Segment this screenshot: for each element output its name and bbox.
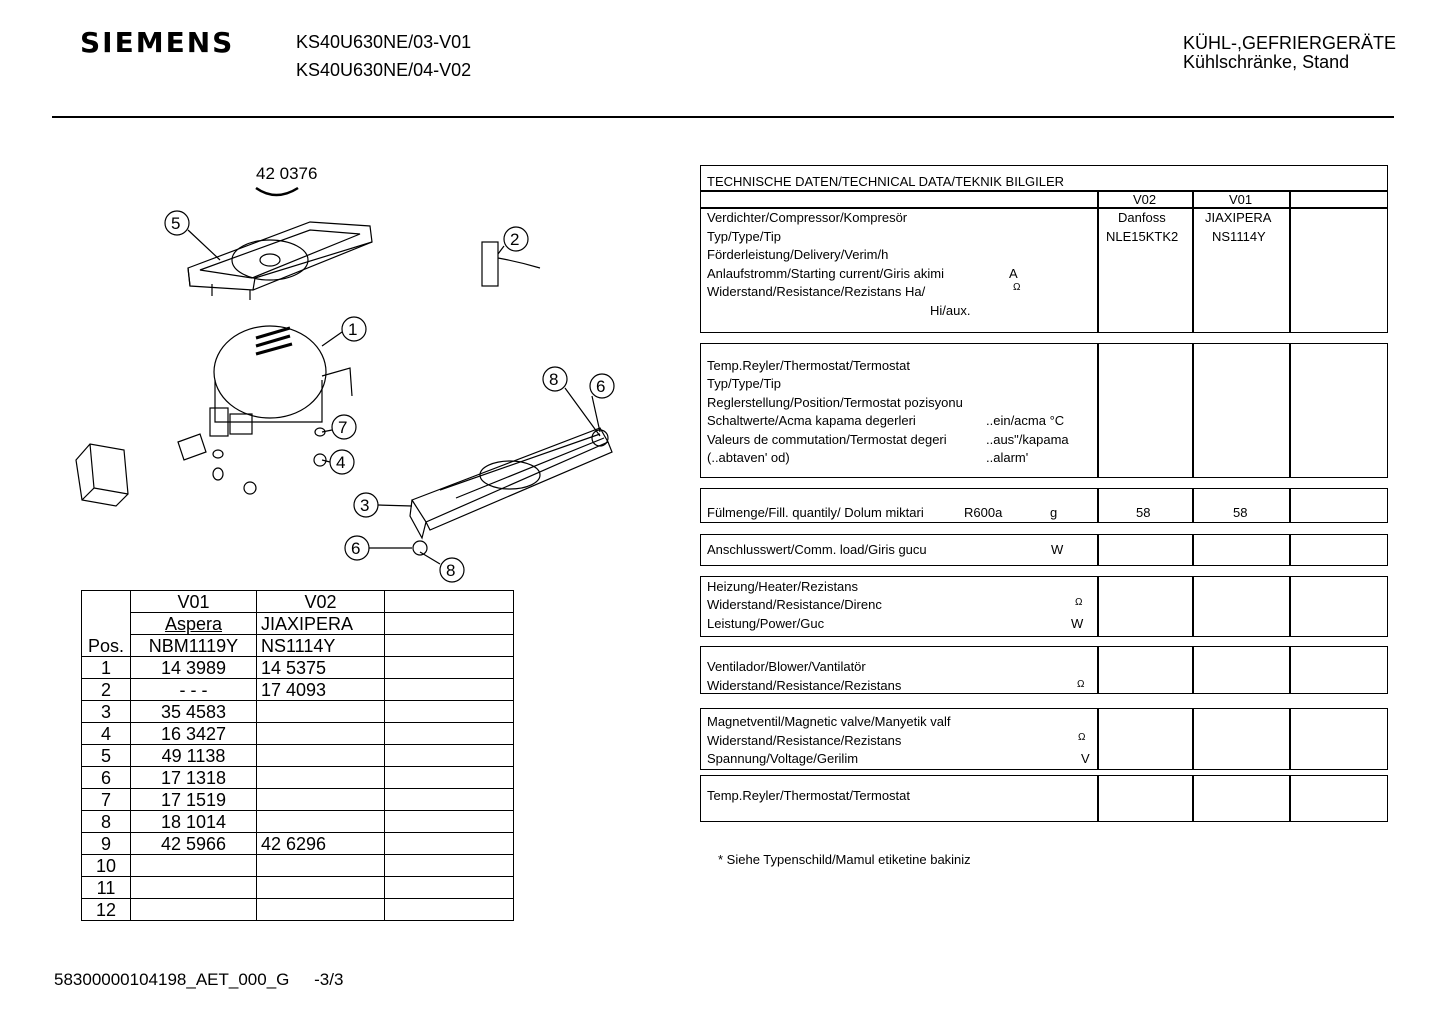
part-number-label: 42 0376: [256, 164, 318, 183]
comp-line-3: Förderleistung/Delivery/Verim/h: [707, 247, 889, 262]
pos-cell: 6: [82, 767, 131, 789]
svg-text:2: 2: [510, 230, 520, 249]
compressor-part: [210, 326, 352, 436]
col-v02-make: JIAXIPERA: [257, 613, 385, 635]
fill-v01: 58: [1233, 505, 1248, 520]
table-row: [82, 723, 514, 745]
doc-id: [54, 970, 343, 990]
thermo-line-3: Reglerstellung/Position/Termostat pozisyonu: [707, 395, 963, 410]
v01-cell: 18 1014: [131, 811, 257, 833]
v01-cell: 42 5966: [131, 833, 257, 855]
pos-cell: 10: [82, 855, 131, 877]
thermo-right-2: ..aus"/kapama: [986, 432, 1069, 447]
v02-cell: [257, 723, 385, 745]
table-row: [82, 679, 514, 701]
pos-cell: 5: [82, 745, 131, 767]
pos-cell: 4: [82, 723, 131, 745]
table-row: [82, 657, 514, 679]
pos-cell: 3: [82, 701, 131, 723]
table-row: [82, 855, 514, 877]
col-v01-model: NBM1119Y: [131, 635, 257, 657]
tech-col-v01: V01: [1229, 192, 1253, 207]
pos-cell: 7: [82, 789, 131, 811]
comp-v01-make: JIAXIPERA: [1205, 210, 1272, 225]
svg-text:6: 6: [351, 539, 361, 558]
col-v01-make: Aspera: [131, 613, 257, 635]
thermo-line-2: Typ/Type/Tip: [707, 376, 781, 391]
pos-cell: 11: [82, 877, 131, 899]
table-row: [82, 899, 514, 921]
thermo-line-5: Valeurs de commutation/Termostat degeri: [707, 432, 947, 447]
empty-cell: [385, 789, 514, 811]
grommets-part: [213, 428, 326, 494]
comp-unit-a: A: [1009, 266, 1018, 281]
thermo-line-6: (..abtaven' od): [707, 450, 790, 465]
tech-col-v02: V02: [1133, 192, 1157, 207]
pos-cell: 12: [82, 899, 131, 921]
pos-cell: 9: [82, 833, 131, 855]
v02-cell: 17 4093: [257, 679, 385, 701]
thermo-line-4: Schaltwerte/Acma kapama degerleri: [707, 413, 916, 428]
v01-cell: [131, 899, 257, 921]
load-unit: W: [1051, 542, 1064, 557]
valve-line-2: Widerstand/Resistance/Rezistans: [707, 733, 902, 748]
thermo-line-1: Temp.Reyler/Thermostat/Termostat: [707, 358, 911, 373]
pos-cell: 8: [82, 811, 131, 833]
empty-cell: [385, 833, 514, 855]
svg-text:1: 1: [348, 320, 358, 339]
table-row: [82, 833, 514, 855]
header-rule: [52, 116, 1394, 118]
comp-v02-model: NLE15KTK2: [1106, 229, 1179, 244]
load-label: Anschlusswert/Comm. load/Giris gucu: [707, 542, 927, 557]
fill-v02: 58: [1136, 505, 1151, 520]
callouts: [165, 211, 614, 582]
gasket-part: [256, 188, 298, 195]
fill-label: Fülmenge/Fill. quantily/ Dolum miktari: [707, 505, 924, 520]
table-row: [82, 789, 514, 811]
svg-text:7: 7: [338, 418, 348, 437]
comp-line-5: Widerstand/Resistance/Rezistans Ha/: [707, 284, 926, 299]
empty-cell: [385, 679, 514, 701]
empty-cell: [385, 855, 514, 877]
heater-unit-w: W: [1071, 616, 1084, 631]
heater-line-2: Widerstand/Resistance/Direnc: [707, 597, 882, 612]
blower-unit-ohm: Ω: [1077, 679, 1085, 690]
col-v01-header: V01: [131, 591, 257, 613]
v01-cell: 49 1138: [131, 745, 257, 767]
exploded-parts-diagram: [60, 150, 650, 590]
v01-cell: 14 3989: [131, 657, 257, 679]
empty-cell: [385, 767, 514, 789]
thermo2-label: Temp.Reyler/Thermostat/Termostat: [707, 788, 911, 803]
v01-cell: 35 4583: [131, 701, 257, 723]
svg-text:4: 4: [336, 453, 346, 472]
heater-line-3: Leistung/Power/Guc: [707, 616, 825, 631]
table-row: [82, 811, 514, 833]
empty-cell: [385, 811, 514, 833]
valve-unit-v: V: [1081, 751, 1090, 766]
svg-text:8: 8: [446, 561, 456, 580]
v02-cell: [257, 811, 385, 833]
v02-cell: [257, 877, 385, 899]
blower-line-2: Widerstand/Resistance/Rezistans: [707, 678, 902, 693]
comp-line-4: Anlaufstromm/Starting current/Giris akimi: [707, 266, 944, 281]
v01-cell: 16 3427: [131, 723, 257, 745]
table-row: [82, 745, 514, 767]
model-line-2: KS40U630NE/04-V02: [296, 60, 472, 80]
comp-v02-make: Danfoss: [1118, 210, 1166, 225]
svg-text:6: 6: [596, 377, 606, 396]
empty-cell: [385, 701, 514, 723]
comp-line-2: Typ/Type/Tip: [707, 229, 781, 244]
empty-cell: [385, 899, 514, 921]
empty-cell: [385, 657, 514, 679]
heater-line-1: Heizung/Heater/Rezistans: [707, 579, 859, 594]
v02-cell: [257, 767, 385, 789]
table-row: [82, 767, 514, 789]
doc-id-text: 58300000104198_AET_000_G: [54, 970, 290, 989]
footnote: * Siehe Typenschild/Mamul etiketine bakiniz: [718, 852, 971, 867]
pos-cell: 2: [82, 679, 131, 701]
svg-text:5: 5: [171, 214, 181, 233]
v02-cell: 14 5375: [257, 657, 385, 679]
v01-cell: - - -: [131, 679, 257, 701]
tray-part: [188, 222, 372, 300]
pos-header: Pos.: [82, 591, 131, 657]
blower-line-1: Ventilador/Blower/Vantilatör: [707, 659, 866, 674]
comp-line-1: Verdichter/Compressor/Kompresör: [707, 210, 908, 225]
page-number: -3/3: [314, 970, 344, 989]
empty-cell: [385, 745, 514, 767]
v02-cell: [257, 745, 385, 767]
valve-line-1: Magnetventil/Magnetic valve/Manyetik valf: [707, 714, 951, 729]
brand-logo: SIEMENS: [80, 26, 235, 59]
tech-title: TECHNISCHE DATEN/TECHNICAL DATA/TEKNIK BILGILER: [707, 174, 1065, 189]
fill-unit: g: [1050, 505, 1058, 520]
comp-v01-model: NS1114Y: [1212, 229, 1266, 244]
col-v02-header: V02: [257, 591, 385, 613]
comp-hi-aux: Hi/aux.: [930, 303, 971, 318]
col-v02-model: NS1114Y: [257, 635, 385, 657]
parts-table: [81, 590, 514, 921]
fill-gas: R600a: [964, 505, 1003, 520]
v01-cell: 17 1519: [131, 789, 257, 811]
comp-unit-ohm: Ω: [1013, 282, 1021, 293]
table-row: [82, 701, 514, 723]
v01-cell: 17 1318: [131, 767, 257, 789]
v02-cell: [257, 899, 385, 921]
valve-unit-ohm: Ω: [1078, 732, 1086, 743]
category-line-2: Kühlschränke, Stand: [1183, 52, 1350, 72]
v02-cell: 42 6296: [257, 833, 385, 855]
model-line-1: KS40U630NE/03-V01: [296, 32, 472, 52]
bracket-part: [410, 428, 612, 555]
v01-cell: [131, 855, 257, 877]
valve-line-3: Spannung/Voltage/Gerilim: [707, 751, 859, 766]
pos-cell: 1: [82, 657, 131, 679]
thermo-right-1: ..ein/acma °C: [986, 413, 1065, 428]
empty-cell: [385, 877, 514, 899]
table-row: [82, 877, 514, 899]
v02-cell: [257, 701, 385, 723]
parts-rows: [82, 657, 514, 921]
thermo-right-3: ..alarm': [986, 450, 1029, 465]
empty-cell: [385, 723, 514, 745]
svg-text:8: 8: [549, 370, 559, 389]
relay-part: [76, 434, 206, 506]
category-line-1: KÜHL-,GEFRIERGERÄTE: [1183, 33, 1397, 53]
v02-cell: [257, 855, 385, 877]
v02-cell: [257, 789, 385, 811]
heater-unit-ohm: Ω: [1075, 597, 1083, 608]
v01-cell: [131, 877, 257, 899]
svg-text:3: 3: [360, 496, 370, 515]
